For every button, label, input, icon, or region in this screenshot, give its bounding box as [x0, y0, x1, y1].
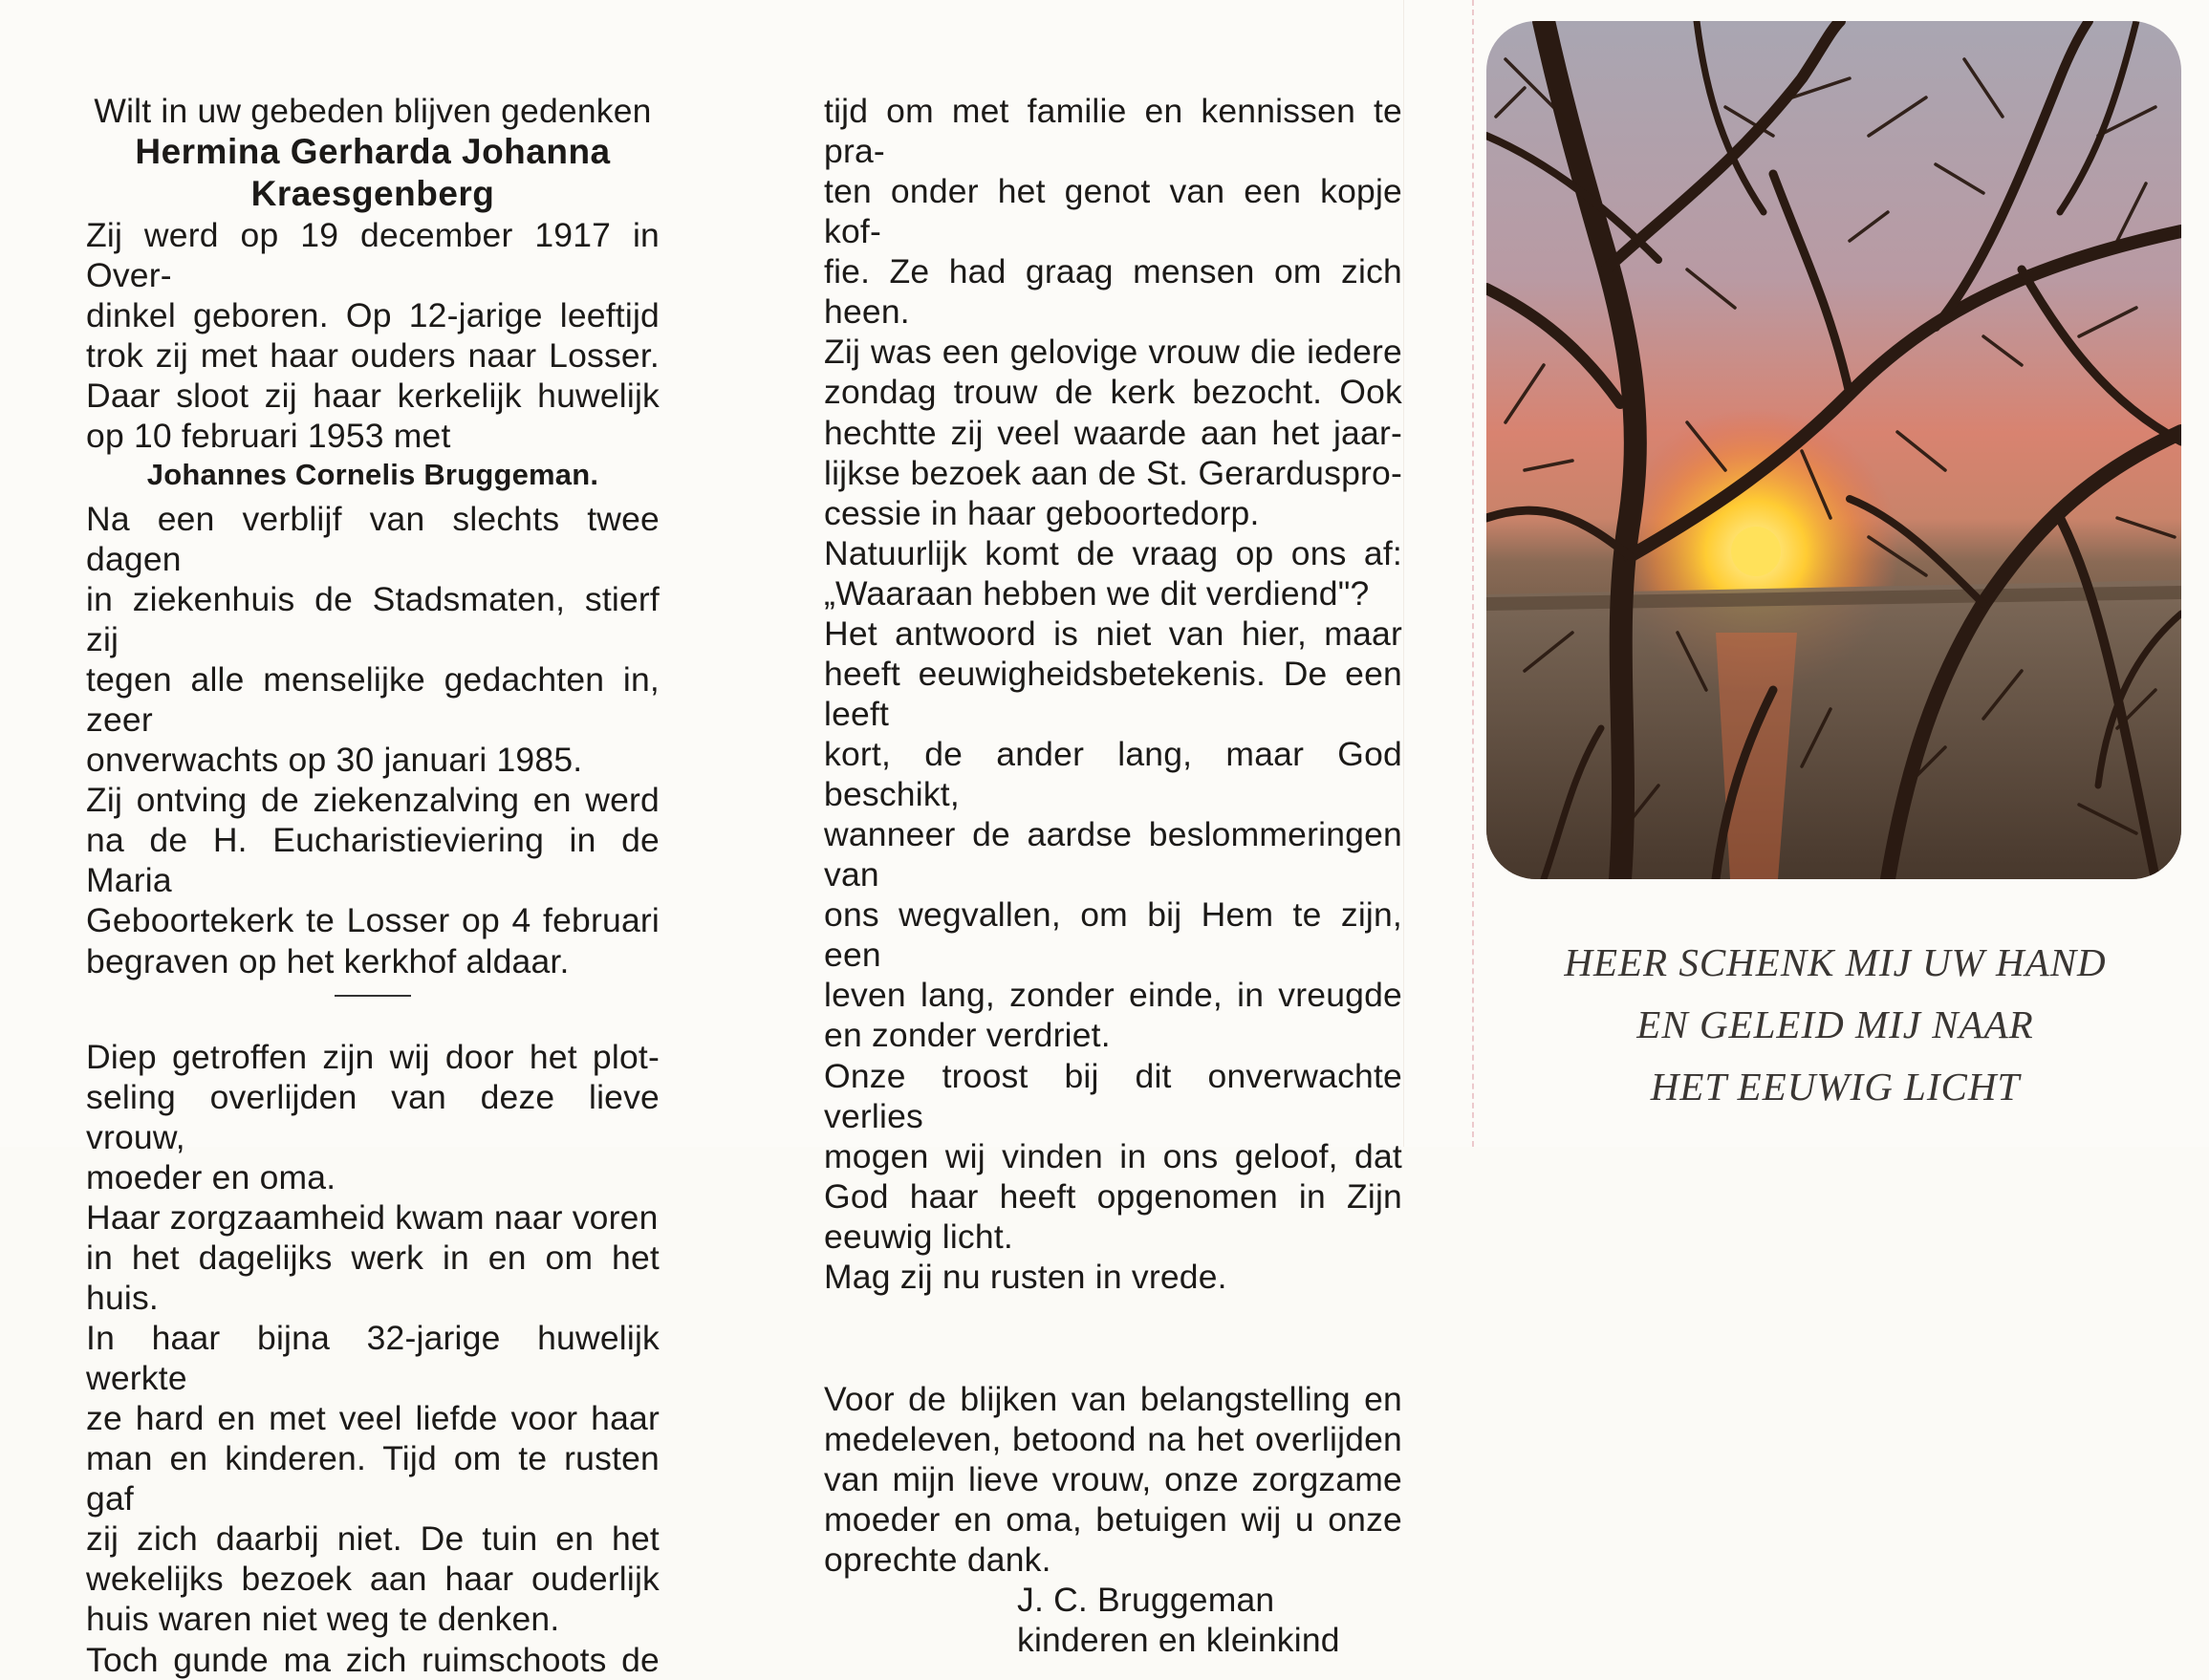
text-line: mogen wij vinden in ons geloof, dat: [824, 1136, 1402, 1175]
signature-family: kinderen en kleinkind: [1017, 1621, 1340, 1660]
text-line: In haar bijna 32-jarige huwelijk werkte: [86, 1319, 660, 1398]
sunset-photo: [1486, 21, 2181, 879]
deceased-name-line1: Hermina Gerharda Johanna: [135, 132, 611, 172]
deceased-name-line2: Kraesgenberg: [250, 173, 495, 213]
text-line: hechtte zij veel waarde aan het jaar-: [824, 413, 1402, 452]
text-line: man en kinderen. Tijd om te rusten gaf: [86, 1439, 660, 1518]
text-line: Na een verblijf van slechts twee dagen: [86, 499, 660, 578]
text-line: moeder en oma, betuigen wij u onze: [824, 1500, 1402, 1540]
text-line: moeder en oma.: [86, 1157, 336, 1196]
text-line: Zij ontving de ziekenzalving en werd: [86, 781, 660, 820]
text-line: wekelijks bezoek aan haar ouderlijk: [86, 1560, 660, 1599]
text-line: Haar zorgzaamheid kwam naar voren: [86, 1197, 659, 1237]
text-line: trok zij met haar ouders naar Losser.: [86, 335, 660, 375]
verse-line-1: HEER SCHENK MIJ UW HAND: [1564, 940, 2107, 984]
text-line: na de H. Eucharistieviering in de Maria: [86, 821, 660, 900]
text-line: wanneer de aardse beslommeringen van: [824, 815, 1402, 894]
signature-name: J. C. Bruggeman: [1017, 1581, 1275, 1620]
text-line: begraven op het kerkhof aldaar.: [86, 941, 570, 980]
text-line: medeleven, betoond na het overlijden: [824, 1419, 1402, 1458]
text-line: in ziekenhuis de Stadsmaten, stierf zij: [86, 579, 660, 659]
verse-line-3: HET EEUWIG LICHT: [1650, 1065, 2021, 1109]
text-line: onverwachts op 30 januari 1985.: [86, 741, 583, 780]
text-line: Zij werd op 19 december 1917 in Over-: [86, 215, 660, 294]
text-line: Zij was een gelovige vrouw die iedere: [824, 333, 1402, 372]
text-line: dinkel geboren. Op 12-jarige leeftijd: [86, 295, 660, 334]
text-line: in het dagelijks werk in en om het huis.: [86, 1238, 660, 1317]
text-line: oprechte dank.: [824, 1540, 1051, 1580]
text-line: cessie in haar geboortedorp.: [824, 493, 1260, 532]
perforation-line: [1472, 0, 1474, 1147]
text-line: heeft eeuwigheidsbetekenis. De een leeft: [824, 654, 1402, 733]
spacer: [824, 1297, 1402, 1379]
text-line: tegen alle menselijke gedachten in, zeer: [86, 660, 660, 740]
middle-column: [824, 91, 1402, 1660]
text-line: God haar heeft opgenomen in Zijn: [824, 1176, 1402, 1216]
divider-rule: [335, 995, 411, 997]
text-line: ten onder het genot van een kopje kof-: [824, 172, 1402, 251]
text-line: op 10 februari 1953 met: [86, 417, 451, 456]
spouse-name: Johannes Cornelis Bruggeman.: [146, 458, 599, 492]
text-line: Voor de blijken van belangstelling en: [824, 1379, 1402, 1418]
text-line: huis waren niet weg te denken.: [86, 1600, 560, 1639]
text-line: eeuwig licht.: [824, 1217, 1013, 1256]
text-line: tijd om met familie en kennissen te pra-: [824, 92, 1402, 171]
text-line: Het antwoord is niet van hier, maar: [824, 614, 1402, 653]
text-line: „Waaraan hebben we dit verdiend"?: [824, 573, 1370, 613]
opening-line: Wilt in uw gebeden blijven gedenken: [94, 92, 652, 130]
text-line: Natuurlijk komt de vraag op ons af:: [824, 533, 1402, 572]
fold-line: [1403, 0, 1404, 1147]
text-line: Toch gunde ma zich ruimschoots de: [86, 1640, 660, 1679]
text-line: ons wegvallen, om bij Hem te zijn, een: [824, 895, 1402, 975]
verse-line-2: EN GELEID MIJ NAAR: [1636, 1002, 2034, 1046]
verse: [1491, 932, 2179, 1118]
text-line: zij zich daarbij niet. De tuin en het: [86, 1519, 660, 1559]
text-line: Onze troost bij dit onverwachte verlies: [824, 1056, 1402, 1135]
text-line: Daar sloot zij haar kerkelijk huwelijk: [86, 377, 660, 415]
left-column: [86, 91, 660, 1680]
text-line: Mag zij nu rusten in vrede.: [824, 1257, 1227, 1296]
text-line: ze hard en met veel liefde voor haar: [86, 1399, 660, 1438]
text-line: Geboortekerk te Losser op 4 februari: [86, 901, 660, 940]
text-line: fie. Ze had graag mensen om zich heen.: [824, 252, 1402, 332]
text-line: seling overlijden van deze lieve vrouw,: [86, 1077, 660, 1156]
text-line: kort, de ander lang, maar God beschikt,: [824, 735, 1402, 814]
text-line: zondag trouw de kerk bezocht. Ook: [824, 373, 1402, 412]
text-line: en zonder verdriet.: [824, 1016, 1111, 1055]
text-line: lijkse bezoek aan de St. Gerarduspro-: [824, 453, 1402, 492]
text-line: van mijn lieve vrouw, onze zorgzame: [824, 1460, 1402, 1498]
text-line: Diep getroffen zijn wij door het plot-: [86, 1037, 660, 1076]
text-line: leven lang, zonder einde, in vreugde: [824, 976, 1402, 1015]
